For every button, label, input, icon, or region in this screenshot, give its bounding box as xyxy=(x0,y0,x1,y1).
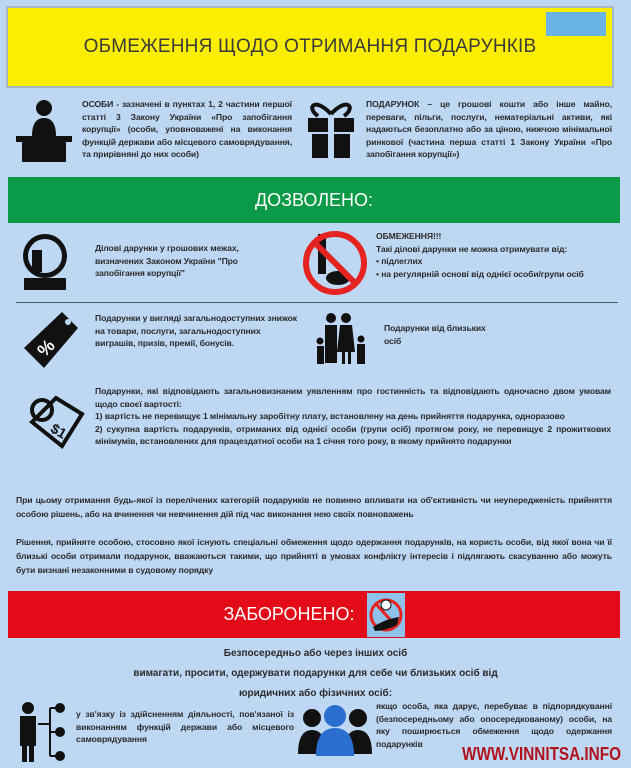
hospitality-condition-1: 1) вартість не перевищує 1 мінімальну заробітну плату, встановлену на день прийняття подарунка, одноразово xyxy=(95,411,565,422)
forbidden-case-2: якщо особа, яка дарує, перебуває в підпорядкуванні (безпосередньому або опосередкованому) особи, на яку поширюється обмеження щодо одержання подарунків xyxy=(376,701,612,749)
forbidden-line-1: Безпосередньо або через інших осіб xyxy=(223,648,408,659)
restriction-item: • підлеглих xyxy=(376,255,616,268)
prohibited-bribe-icon xyxy=(300,230,370,296)
forbidden-case-1: у зв'язку із здійсненням діяльності, пов'язаної із виконанням функцій держави або місцевого самоврядування xyxy=(76,709,294,745)
discount-tag-icon xyxy=(22,310,80,370)
allowed-title: ДОЗВОЛЕНО: xyxy=(254,189,374,210)
forbidden-title: ЗАБОРОНЕНО: xyxy=(223,604,355,624)
hospitality-intro: Подарунки, які відповідають загальновизнаним уявленням про гостинність та відповідають одночасно двом умовам щодо своєї вартості: xyxy=(95,386,611,409)
business-gifts-text: Ділові дарунки у грошових межах, визначених Законом України "Про запобігання корупції" xyxy=(95,243,239,279)
hospitality-condition-2: 2) сукупна вартість подарунків, отриманих від однієї особи (групи осіб) протягом року, не перевищує 2 прожиткових мінімумів, встановлених для працездатної особи на 1 січня того року, в якому прийнято подарунки xyxy=(95,423,611,447)
discounts-text: Подарунки у вигляді загальнодоступних знижок на товари, послуги, загальнодоступних виграшів, призів, премії, бонусів. xyxy=(95,313,297,349)
restriction-text: Такі ділові дарунки не можна отримувати від: xyxy=(376,243,568,254)
ministry-logo xyxy=(546,12,606,36)
persons-definition: ОСОБИ - зазначені в пунктах 1, 2 частини першої статті 3 Закону України «Про запобігання корупції» (особи, уповноважені на виконання функцій держави або місцевого самоврядування, та прирівняні до них особи) xyxy=(82,99,292,160)
conflict-note: Рішення, прийняте особою, стосовно якої існують спеціальні обмеження щодо одержання подарунків, на користь особи, від якої вона чи її близькі особи отримали подарунок, вважаються такими, що прийняті в умовах конфлікту інтересів і підлягають скасуванню або можуть бути визнані незаконними в судовому порядку xyxy=(16,537,612,575)
no-bribe-hand-icon xyxy=(367,593,405,637)
title-banner xyxy=(6,6,614,88)
restriction-title: ОБМЕЖЕННЯ!!! xyxy=(376,231,442,241)
official-at-podium-icon xyxy=(14,96,74,162)
close-persons-text: Подарунки від близьких осіб xyxy=(384,323,486,346)
official-hierarchy-icon xyxy=(18,700,68,762)
gift-definition: ПОДАРУНОК – це грошові кошти або інше майно, переваги, пільги, послуги, нематеріальні активи, які надаються безоплатно або за ціною, нижчою мінімальної ринкової (частина перша статті 1 Закону України «Про запобігання корупції») xyxy=(366,99,612,160)
snow-globe-icon xyxy=(18,232,72,292)
allowed-banner xyxy=(8,177,620,223)
restriction-item: • на регулярній основі від однієї особи/групи осіб xyxy=(376,268,616,281)
svg-text:$1: $1 xyxy=(48,419,70,442)
restriction-block xyxy=(376,230,616,280)
hospitality-gift-icon xyxy=(26,392,86,450)
subordinates-group-icon xyxy=(298,704,372,756)
forbidden-line-3: юридичних або фізичних осіб: xyxy=(238,688,393,699)
family-icon xyxy=(315,312,371,364)
objectivity-note: При цьому отримання будь-якої із перелічених категорій подарунків не повинно впливати на об'єктивність чи неупередженість прийняття особою рішень, або на вчинення чи невчинення дій під час виконання нею своїх повноважень xyxy=(16,495,612,519)
divider xyxy=(16,302,618,303)
hospitality-block xyxy=(95,385,611,448)
svg-text:%: % xyxy=(33,335,59,361)
forbidden-intro xyxy=(0,644,631,704)
forbidden-banner xyxy=(8,591,620,638)
watermark: WWW.VINNITSA.INFO xyxy=(462,744,621,764)
forbidden-line-2: вимагати, просити, одержувати подарунки для себе чи близьких осіб від xyxy=(133,668,498,679)
gift-box-icon xyxy=(304,96,358,160)
page-title: ОБМЕЖЕННЯ ЩОДО ОТРИМАННЯ ПОДАРУНКІВ xyxy=(83,36,537,57)
